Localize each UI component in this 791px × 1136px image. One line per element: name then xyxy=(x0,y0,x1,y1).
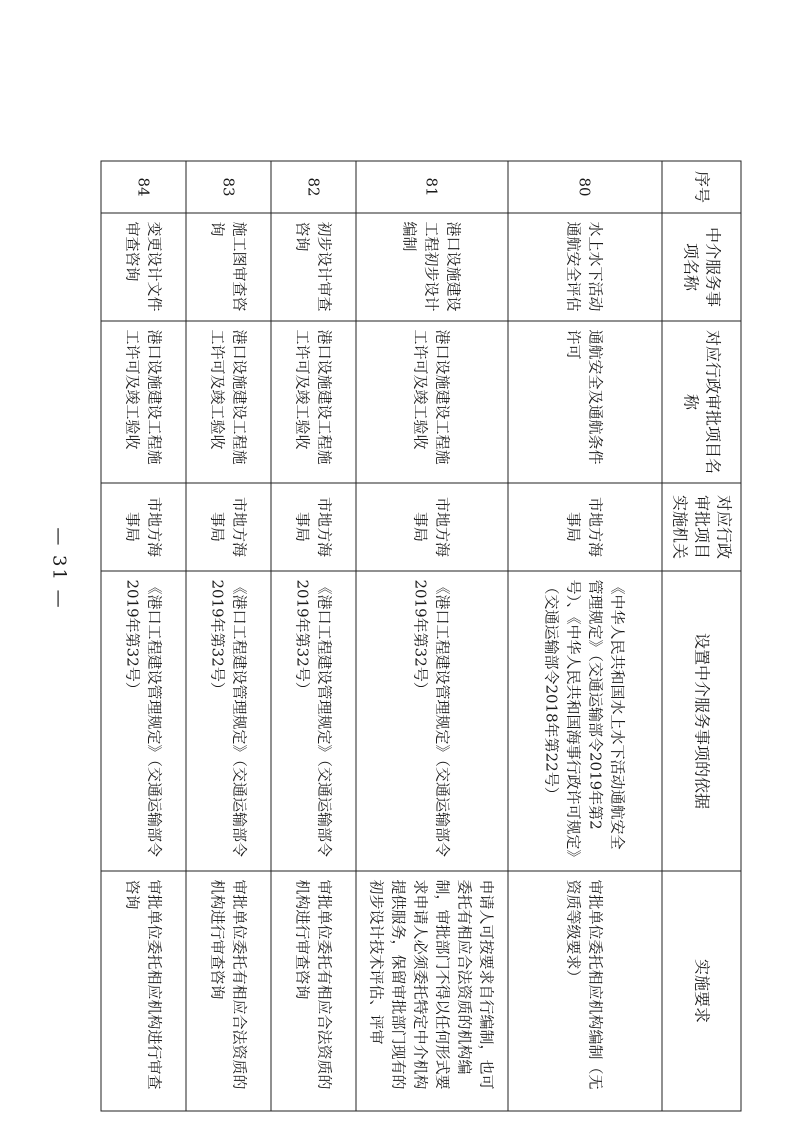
cell-service-name: 变更设计文件审查咨询 xyxy=(101,213,186,321)
cell-no: 83 xyxy=(186,161,271,213)
table-row xyxy=(508,161,662,1111)
table-row xyxy=(101,161,186,1111)
header-approval-name: 对应行政审批项目名称 xyxy=(662,321,741,483)
cell-service-name: 水上水下活动通航安全评估 xyxy=(508,213,662,321)
cell-service-name: 港口设施建设工程初步设计编制 xyxy=(356,213,508,321)
table-row xyxy=(356,161,508,1111)
cell-service-name: 施工图审查咨询 xyxy=(186,213,271,321)
header-no: 序号 xyxy=(662,161,741,213)
cell-no: 80 xyxy=(508,161,662,213)
cell-no: 82 xyxy=(271,161,356,213)
cell-authority: 市地方海事局 xyxy=(101,483,186,571)
table-row xyxy=(271,161,356,1111)
cell-no: 84 xyxy=(101,161,186,213)
cell-requirement: 审批单位委托有相应合法资质的机构进行审查咨询 xyxy=(271,871,356,1111)
cell-basis: 《港口工程建设管理规定》（交通运输部令2019年第32号） xyxy=(356,571,508,871)
page-number: — 31 — xyxy=(48,526,69,610)
table-header-row xyxy=(662,161,741,1111)
intermediary-services-table xyxy=(100,160,741,1111)
cell-approval-name: 港口设施建设工程施工许可及竣工验收 xyxy=(101,321,186,483)
rotated-document-page xyxy=(0,100,791,1090)
cell-basis: 《港口工程建设管理规定》（交通运输部令2019年第32号） xyxy=(271,571,356,871)
cell-authority: 市地方海事局 xyxy=(356,483,508,571)
table-row xyxy=(186,161,271,1111)
cell-no: 81 xyxy=(356,161,508,213)
header-basis: 设置中介服务事项的依据 xyxy=(662,571,741,871)
cell-basis: 《港口工程建设管理规定》（交通运输部令2019年第32号） xyxy=(186,571,271,871)
header-service-name: 中介服务事项名称 xyxy=(662,213,741,321)
cell-authority: 市地方海事局 xyxy=(271,483,356,571)
cell-approval-name: 港口设施建设工程施工许可及竣工验收 xyxy=(356,321,508,483)
header-authority: 对应行政审批项目实施机关 xyxy=(662,483,741,571)
cell-requirement: 审批单位委托有相应合法资质的机构进行审查咨询 xyxy=(186,871,271,1111)
cell-basis: 《中华人民共和国水上水下活动通航安全管理规定》（交通运输部令2019年第2号）、《中华人民共和国海事行政许可规定》（交通运输部令2018年第22号） xyxy=(508,571,662,871)
cell-approval-name: 港口设施建设工程施工许可及竣工验收 xyxy=(271,321,356,483)
cell-approval-name: 通航安全及通航条件许可 xyxy=(508,321,662,483)
cell-service-name: 初步设计审查咨询 xyxy=(271,213,356,321)
cell-requirement: 申请人可按要求自行编制，也可委托有相应合法资质的机构编制，审批部门不得以任何形式要求申请人必须委托特定中介机构提供服务，保留审批部门现有的初步设计技术评估、评审 xyxy=(356,871,508,1111)
cell-requirement: 审批单位委托相应机构编制（无资质等级要求） xyxy=(508,871,662,1111)
cell-authority: 市地方海事局 xyxy=(508,483,662,571)
cell-basis: 《港口工程建设管理规定》（交通运输部令2019年第32号） xyxy=(101,571,186,871)
cell-authority: 市地方海事局 xyxy=(186,483,271,571)
header-requirement: 实施要求 xyxy=(662,871,741,1111)
cell-requirement: 审批单位委托相应机构进行审查咨询 xyxy=(101,871,186,1111)
cell-approval-name: 港口设施建设工程施工许可及竣工验收 xyxy=(186,321,271,483)
